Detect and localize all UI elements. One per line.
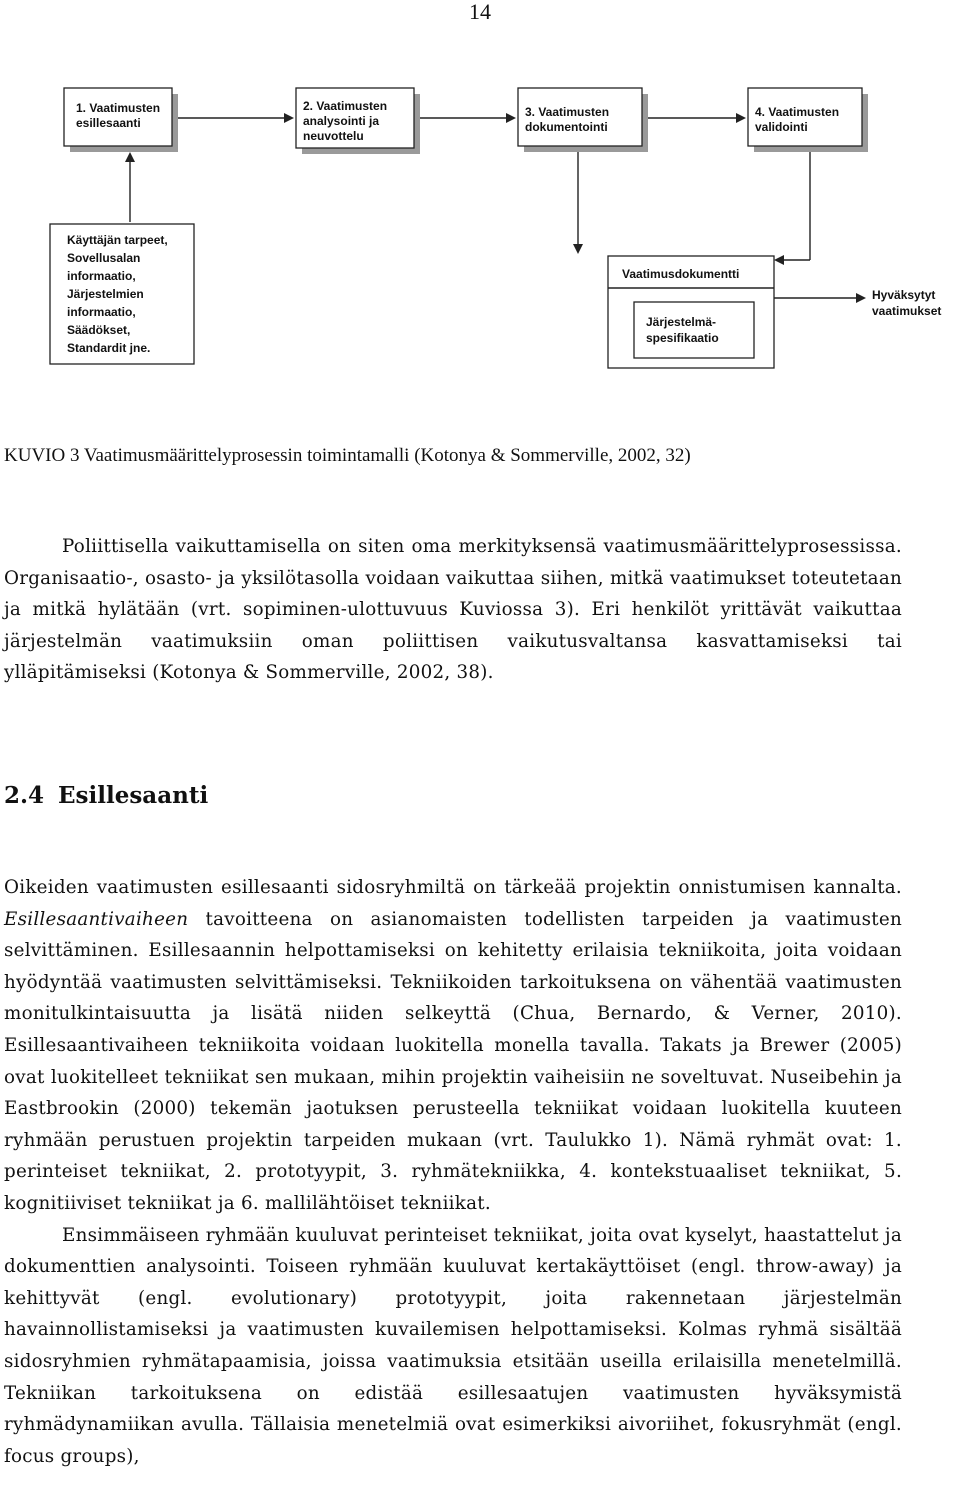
step-4-label: 4. Vaatimusten validointi	[755, 105, 840, 134]
accepted-requirements	[872, 288, 941, 318]
process-step-2	[296, 88, 420, 154]
figure-caption: KUVIO 3 Vaatimusmäärittelyprosessin toimintamalli (Kotonya & Sommerville, 2002, 32)	[4, 445, 691, 466]
paragraph-2-part2: tavoitteena on asianomaisten todellisten tarpeiden ja vaatimusten selvittäminen. Esillesaannin helpottamiseksi on kehitetty erilaisia tekniikoita, joita voidaan hyödyntää vaatimusten selvittämiseksi. Tekniikoiden tarkoituksena on vähentää vaatimusten monitulkintaisuutta ja lisätä niiden selkeyttä (Chua, Bernardo, & Verner, 2010). Esillesaantivaiheen tekniikoita voidaan luokitella monella tavalla. Takats ja Brewer (2005) ovat luokitelleet tekniikat sen mukaan, mihin projektin vaiheisiin ne soveltuvat. Nuseibehin ja Eastbrookin (2000) tekemän jaotuksen perusteella tekniikat voidaan luokitella kuuteen ryhmään perustuen projektin tarpeiden mukaan (vrt. Taulukko 1). Nämä ryhmät ovat: 1. perinteiset tekniikat, 2. prototyypit, 3. ryhmätekniikka, 4. kontekstuaaliset tekniikat, 5. kognitiiviset tekniikat ja 6. mallilähtöiset tekniikat.	[4, 908, 902, 1214]
input-sources-text: Käyttäjän tarpeet, Sovellusalan informaatio, Järjestelmien informaatio, Säädökset, Standardit jne.	[67, 233, 168, 355]
section-heading	[4, 780, 208, 812]
section-title: Esillesaanti	[58, 782, 209, 809]
section-body	[4, 872, 902, 1472]
requirements-document	[608, 256, 774, 368]
process-step-1	[64, 88, 178, 152]
accepted-requirements-text: Hyväksytyt vaatimukset	[872, 288, 942, 318]
step-3-label: 3. Vaatimusten dokumentointi	[525, 105, 610, 134]
step-2-label: 2. Vaatimusten analysointi ja neuvottelu	[303, 99, 388, 143]
paragraph-2-italic-term: Esillesaantivaiheen	[4, 908, 189, 930]
section-number: 2.4	[4, 782, 45, 809]
paragraph-1-text: Poliittisella vaikuttamisella on siten oma merkityksensä vaatimusmäärittelyprosessissa. Organisaatio-, osasto- ja yksilötasolla voidaan vaikuttaa siihen, mitkä vaatimukset toteutetaan ja mitkä hylätään (vrt. sopiminen-ulottuvuus Kuviossa 3). Eri henkilöt yrittävät vaikuttaa järjestelmän vaatimuksiin oman poliittisen vaikutusvaltansa kasvattamiseksi tai ylläpitämiseksi (Kotonya & Sommerville, 2002, 38).	[4, 536, 902, 684]
page-number: 14	[469, 0, 491, 24]
input-sources-box	[50, 224, 194, 364]
requirements-process-diagram	[0, 50, 960, 430]
requirements-document-title: Vaatimusdokumentti	[622, 267, 740, 281]
paragraph-elicitation	[4, 872, 902, 1220]
paragraph-3-text: Ensimmäiseen ryhmään kuuluvat perinteiset tekniikat, joita ovat kyselyt, haastattelut ja dokumenttien analysointi. Toiseen ryhmään kuuluvat kertakäyttöiset (engl. throw-away) ja kehittyvät (engl. evolutionary) prototyypit, joita rakennetaan järjestelmän havainnollistamiseksi ja vaatimusten kuvailemisen helpottamiseksi. Kolmas ryhmä sisältää sidosryhmien ryhmätapaamisia, joissa vaatimuksia etsitään useilla erilaisilla menetelmillä. Tekniikan tarkoituksena on edistää esillesaatujen vaatimusten hyväksymistä ryhmädynamiikan avulla. Tällaisia menetelmiä ovat esimerkiksi aivoriihet, fokusryhmät (engl. focus groups),	[4, 1224, 902, 1467]
process-step-4	[748, 88, 868, 152]
paragraph-political-influence	[4, 531, 902, 689]
system-specification-text: Järjestelmä-spesifikaatio	[646, 315, 719, 345]
paragraph-techniques	[4, 1220, 902, 1473]
step-1-label: 1. Vaatimusten esillesaanti	[76, 101, 161, 130]
process-step-3	[518, 88, 648, 152]
paragraph-2-part1: Oikeiden vaatimusten esillesaanti sidosryhmiltä on tärkeää projektin onnistumisen kannalta.	[4, 877, 902, 898]
